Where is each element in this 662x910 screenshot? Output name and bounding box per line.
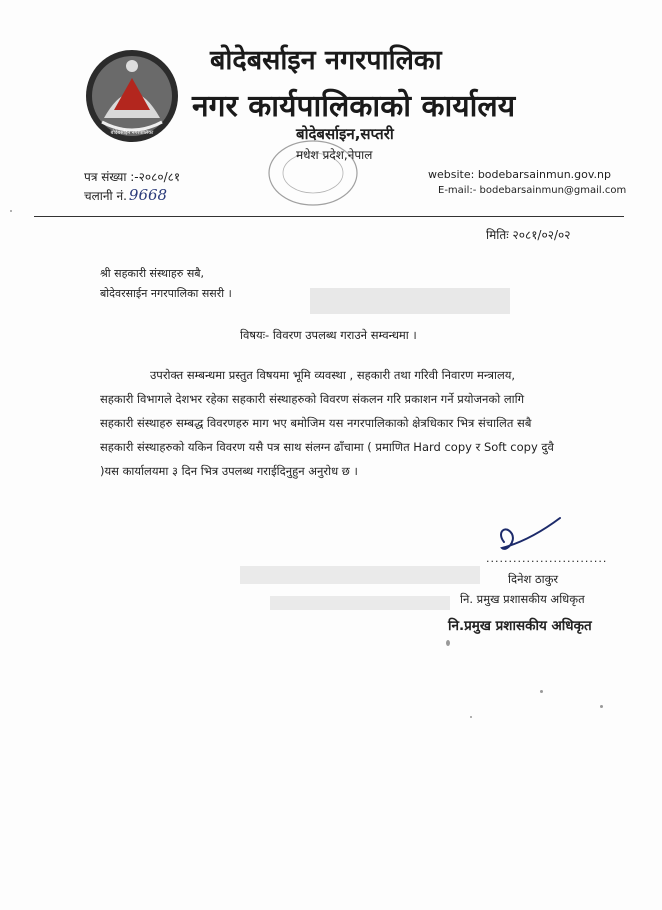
body-line: उपरोक्त सम्बन्धमा प्रस्तुत विषयमा भूमि व्यवस्था , सहकारी तथा गरिवी निवारण मन्त्रालय, — [150, 368, 516, 382]
bleed-through-mark — [290, 282, 530, 322]
office-address-line1: बोदेबर्साइन,सप्तरी — [296, 125, 394, 143]
dispatch-number-value: 9668 — [128, 186, 168, 204]
scan-speck — [600, 705, 603, 708]
dispatch-number-label: चलानी नं. — [84, 189, 127, 203]
email-text: E-mail:- bodebarsainmun@gmail.com — [438, 185, 627, 196]
office-title-line1: बोदेबर्साइन नगरपालिका — [210, 45, 442, 76]
signature-line: ........................... — [486, 552, 608, 565]
signer-name: दिनेश ठाकुर — [508, 572, 559, 586]
addressee-line1: श्री सहकारी संस्थाहरु सबै, — [100, 267, 205, 280]
nepal-government-emblem-icon — [84, 48, 180, 144]
office-address-line2: मधेश प्रदेश,नेपाल — [296, 148, 373, 162]
signer-title: नि. प्रमुख प्रशासकीय अधिकृत — [460, 592, 585, 606]
scan-speck — [540, 690, 543, 693]
svg-text:बोदेबर्साइन नगरपालिका: बोदेबर्साइन नगरपालिका — [110, 130, 154, 136]
office-title-line2: नगर कार्यपालिकाको कार्यालय — [192, 89, 516, 124]
header-divider — [34, 216, 624, 217]
body-line: सहकारी संस्थाहरु सम्बद्ध विवरणहरु माग भए बमोजिम यस नगरपालिकाको क्षेत्रधिकार भित्र संचालित सबै — [100, 416, 532, 430]
signer-stamp: नि.प्रमुख प्रशासकीय अधिकृत — [448, 618, 592, 634]
body-line: सहकारी संस्थाहरुको यकिन विवरण यसै पत्र साथ संलग्न ढाँचामा ( प्रमाणित Hard copy र Soft copy दुवै — [100, 440, 554, 454]
letter-subject: विषयः- विवरण उपलब्ध गराउने सम्वन्धमा । — [240, 328, 417, 342]
dispatch-number-row — [84, 186, 167, 204]
scan-speck — [446, 640, 450, 646]
scan-speck — [470, 716, 472, 718]
addressee-line2: बोदेवरसाईन नगरपालिका ससरी । — [100, 287, 232, 300]
reference-number: पत्र संख्या :-२०८०/८१ — [84, 170, 181, 184]
body-line: सहकारी विभागले देशभर रहेका सहकारी संस्थाहरुको विवरण संकलन गरि प्रकाशन गर्ने प्रयोजनको लागि — [100, 392, 525, 406]
letter-date: मितिः २०८१/०२/०२ — [486, 228, 571, 242]
body-line: )यस कार्यालयमा ३ दिन भित्र उपलब्ध गराईदिनुहुन अनुरोध छ । — [100, 464, 358, 478]
scan-speck — [10, 210, 12, 212]
website-text: website: bodebarsainmun.gov.np — [428, 168, 611, 181]
